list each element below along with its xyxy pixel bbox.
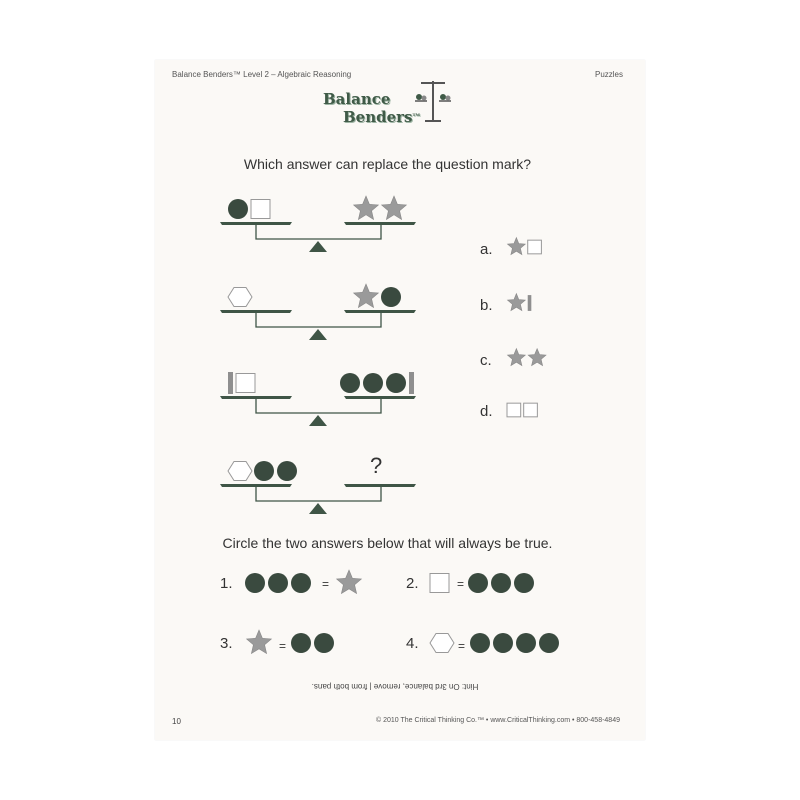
balance-beam bbox=[256, 487, 381, 501]
square-shape bbox=[251, 200, 270, 219]
right-pan bbox=[344, 484, 416, 487]
circle-shape bbox=[254, 461, 274, 481]
answer-b-label[interactable]: b. bbox=[480, 297, 493, 314]
circle-shape bbox=[491, 573, 511, 593]
upside-down-hint: Hint: On 3rd balance, remove | from both pans. bbox=[311, 682, 479, 691]
circle-shape bbox=[291, 633, 311, 653]
square-shape bbox=[528, 240, 542, 254]
left-pan bbox=[220, 310, 292, 313]
circle-shape bbox=[291, 573, 311, 593]
star-shape bbox=[508, 238, 526, 255]
equation-3-equals: = bbox=[279, 639, 287, 653]
circle-shape bbox=[468, 573, 488, 593]
star-shape bbox=[508, 349, 526, 366]
square-shape bbox=[236, 374, 255, 393]
left-pan bbox=[220, 396, 292, 399]
worksheet-page bbox=[155, 60, 645, 740]
equation-4-equals: = bbox=[458, 639, 466, 653]
circle-shape bbox=[539, 633, 559, 653]
star-shape bbox=[528, 349, 546, 366]
circle-shape bbox=[470, 633, 490, 653]
equation-1-label[interactable]: 1. bbox=[220, 575, 233, 592]
balance-fulcrum bbox=[309, 329, 327, 340]
header-section: Puzzles bbox=[594, 70, 623, 79]
circle-shape bbox=[363, 373, 383, 393]
page-number: 10 bbox=[172, 717, 181, 726]
equation-3-label[interactable]: 3. bbox=[220, 635, 233, 652]
logo-trademark: TM bbox=[412, 112, 420, 117]
question-1-prompt: Which answer can replace the question mark? bbox=[243, 156, 532, 172]
star-shape bbox=[382, 196, 407, 220]
circle-shape bbox=[268, 573, 288, 593]
circle-shape bbox=[340, 373, 360, 393]
star-shape bbox=[508, 294, 526, 311]
balance-beam bbox=[256, 225, 381, 239]
circle-shape bbox=[314, 633, 334, 653]
circle-shape bbox=[516, 633, 536, 653]
balance-fulcrum bbox=[309, 503, 327, 514]
hexagon-shape bbox=[228, 462, 252, 481]
copyright-footer: © 2010 The Critical Thinking Co.™ • www.CriticalThinking.com • 800-458-4849 bbox=[375, 717, 620, 724]
balance-beam bbox=[256, 313, 381, 327]
bar-shape bbox=[528, 295, 532, 311]
hexagon-shape bbox=[228, 288, 252, 307]
star-shape bbox=[354, 196, 379, 220]
answer-c-label[interactable]: c. bbox=[480, 352, 492, 369]
balance-fulcrum bbox=[309, 415, 327, 426]
star-shape bbox=[247, 630, 272, 654]
square-shape bbox=[430, 574, 449, 593]
answer-d-label[interactable]: d. bbox=[480, 403, 493, 420]
right-pan bbox=[344, 310, 416, 313]
star-shape bbox=[354, 284, 379, 308]
circle-shape bbox=[514, 573, 534, 593]
left-pan bbox=[220, 484, 292, 487]
bar-shape bbox=[228, 372, 233, 394]
logo-line-1: Balance bbox=[323, 90, 391, 108]
hexagon-shape bbox=[430, 634, 454, 653]
left-pan bbox=[220, 222, 292, 225]
bar-shape bbox=[409, 372, 414, 394]
balance-beam bbox=[256, 399, 381, 413]
square-shape bbox=[507, 403, 521, 417]
equation-2-equals: = bbox=[457, 577, 465, 591]
equation-1-equals: = bbox=[322, 577, 330, 591]
circle-shape bbox=[381, 287, 401, 307]
question-mark: ? bbox=[370, 453, 383, 478]
circle-shape bbox=[277, 461, 297, 481]
header-title: Balance Benders™ Level 2 – Algebraic Reasoning bbox=[172, 70, 352, 79]
logo-line-2: Benders bbox=[343, 108, 413, 126]
equation-2-label[interactable]: 2. bbox=[406, 575, 419, 592]
circle-shape bbox=[245, 573, 265, 593]
question-2-prompt: Circle the two answers below that will always be true. bbox=[222, 535, 553, 551]
square-shape bbox=[524, 403, 538, 417]
answer-a-label[interactable]: a. bbox=[480, 241, 493, 258]
right-pan bbox=[344, 222, 416, 225]
circle-shape bbox=[228, 199, 248, 219]
balance-fulcrum bbox=[309, 241, 327, 252]
right-pan bbox=[344, 396, 416, 399]
star-shape bbox=[337, 570, 362, 594]
circle-shape bbox=[386, 373, 406, 393]
equation-4-label[interactable]: 4. bbox=[406, 635, 419, 652]
circle-shape bbox=[493, 633, 513, 653]
